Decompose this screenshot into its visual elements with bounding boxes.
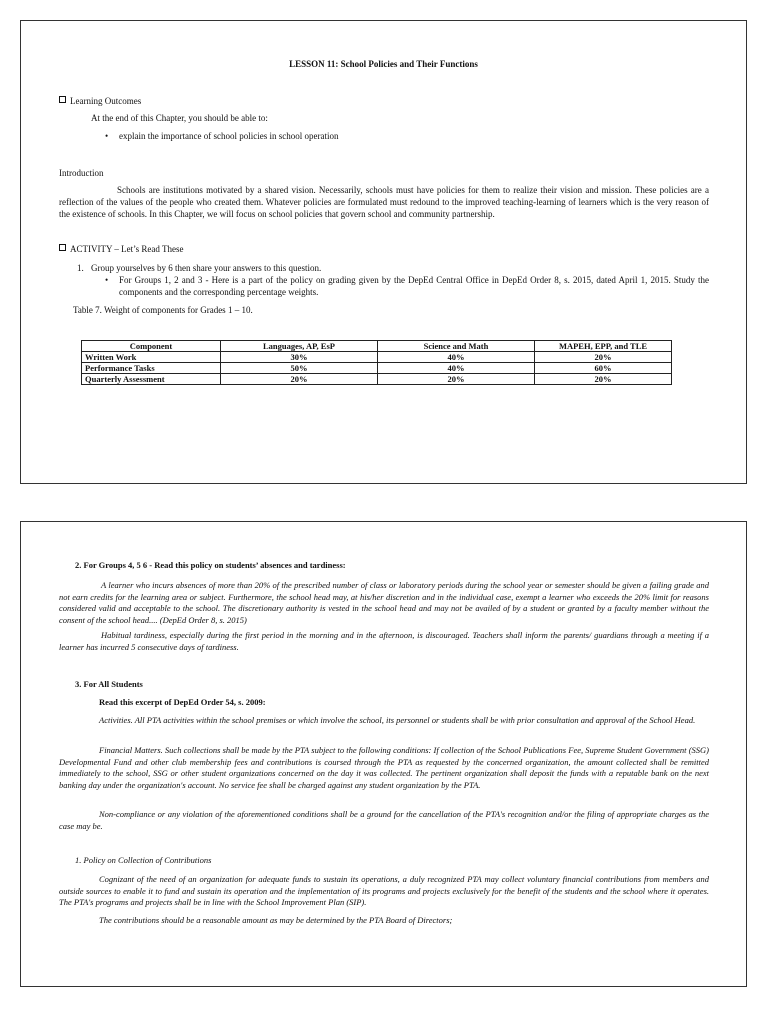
item2-heading: 2. For Groups 4, 5 6 - Read this policy on students’ absences and tardiness: — [75, 560, 346, 570]
table-cell: Performance Tasks — [82, 363, 221, 374]
table-header-cell: MAPEH, EPP, and TLE — [535, 341, 672, 352]
table-cell: 60% — [535, 363, 672, 374]
table-cell: Quarterly Assessment — [82, 374, 221, 385]
contributions-paragraph: The contributions should be a reasonable amount as may be determined by the PTA Board of Directors; — [99, 915, 453, 925]
table-cell: 20% — [378, 374, 535, 385]
activity-item-number: 1. — [77, 263, 84, 273]
table-header-cell: Component — [82, 341, 221, 352]
item3-heading: 3. For All Students — [75, 679, 143, 689]
policy-heading: 1. Policy on Collection of Contributions — [75, 855, 212, 865]
learning-outcomes-lead: At the end of this Chapter, you should be able to: — [91, 113, 268, 123]
tardiness-paragraph: Habitual tardiness, especially during the first period in the morning and in the afternoon, is discouraged. Teachers shall inform the parents/ guardians through a meeting if a learner has incurred 5 consecutive days of tardiness. — [59, 630, 709, 652]
table-row — [82, 352, 672, 363]
table-header-cell: Science and Math — [378, 341, 535, 352]
document-page-1 — [20, 20, 747, 484]
introduction-heading: Introduction — [59, 168, 104, 178]
activity-heading — [59, 243, 183, 255]
table-cell: 20% — [535, 352, 672, 363]
introduction-paragraph: Schools are institutions motivated by a shared vision. Necessarily, schools must have policies for them to realize their vision and mission. These policies are a reflection of the values of the people who created them. Whatever policies are formulated must redound to the improved teaching-learning of learners which is the very reason of the existence of schools. In this Chapter, we will focus on school policies that govern school and community partnership. — [59, 185, 709, 219]
document-page-2 — [20, 521, 747, 987]
table-cell: 40% — [378, 363, 535, 374]
table-header-row — [82, 341, 672, 352]
checkbox-square-icon — [59, 96, 66, 103]
noncompliance-paragraph: Non-compliance or any violation of the aforementioned conditions shall be a ground for the cancellation of the PTA's recognition and/or the filing of appropriate charges as the case may be. — [59, 809, 709, 831]
table-row — [82, 374, 672, 385]
activities-paragraph: Activities. All PTA activities within the school premises or which involve the school, its personnel or students shall be with prior consultation and approval of the School Head. — [99, 715, 696, 725]
checkbox-square-icon — [59, 244, 66, 251]
item3-lead: Read this excerpt of DepEd Order 54, s. 2009: — [99, 697, 266, 707]
table-row — [82, 363, 672, 374]
policy-paragraph: Cognizant of the need of an organization for adequate funds to sustain its operations, a duly recognized PTA may collect voluntary financial contributions from members and outside sources to enable it to fund and sustain its operation and the implementation of its programs and projects exclusively for the benefit of the students and the school where it operates. The PTA's programs and projects shall be in line with the School Improvement Plan (SIP). — [59, 874, 709, 907]
table-cell: 20% — [221, 374, 378, 385]
table-cell: 40% — [378, 352, 535, 363]
weights-table — [81, 340, 672, 385]
table-cell: 30% — [221, 352, 378, 363]
learning-outcomes-heading — [59, 95, 141, 107]
table-cell: 50% — [221, 363, 378, 374]
activity-bullet: • For Groups 1, 2 and 3 - Here is a part of the policy on grading given by the DepEd Central Office in DepEd Order 8, s. 2015, dated April 1, 2015. Study the components and the corresponding percentage weights. — [119, 274, 709, 298]
activity-item-text: Group yourselves by 6 then share your answers to this question. — [91, 263, 322, 273]
table-cell: Written Work — [82, 352, 221, 363]
financial-paragraph: Financial Matters. Such collections shall be made by the PTA subject to the following conditions: If collection of the School Publications Fee, Supreme Student Government (SSG) Developmental Fund and other club membership fees and contributions is coursed through the PTA as requested by the concerned organization, the amount collected shall be remitted immediately to the school, SSG or other student organizations concerned on the day it was collected. The pertinent organization shall deposit the funds with a reputable bank on the next banking day under the organization's account. No service fee shall be charged against any student organization by the PTA. — [59, 745, 709, 790]
table-cell: 20% — [535, 374, 672, 385]
absences-paragraph: A learner who incurs absences of more than 20% of the prescribed number of class or laboratory periods during the school year or semester should be given a failing grade and not earn credits for the learning area or subject. Furthermore, the school head may, at his/her discretion and in the individual case, exempt a learner who exceeds the 20% limit for reasons considered valid and acceptable to the school. The discretionary authority is vested in the school head and may not be availed of by a student or granted by a faculty member without the consent of the school head.... (DepEd Order 8, s. 2015) — [59, 580, 709, 625]
learning-outcome-item: • explain the importance of school policies in school operation — [119, 130, 338, 142]
table-caption: Table 7. Weight of components for Grades 1 – 10. — [73, 305, 253, 315]
table-header-cell: Languages, AP, EsP — [221, 341, 378, 352]
learning-outcomes-label: Learning Outcomes — [70, 96, 142, 106]
lesson-title: LESSON 11: School Policies and Their Functions — [289, 59, 478, 69]
activity-label: ACTIVITY – Let’s Read These — [70, 244, 184, 254]
